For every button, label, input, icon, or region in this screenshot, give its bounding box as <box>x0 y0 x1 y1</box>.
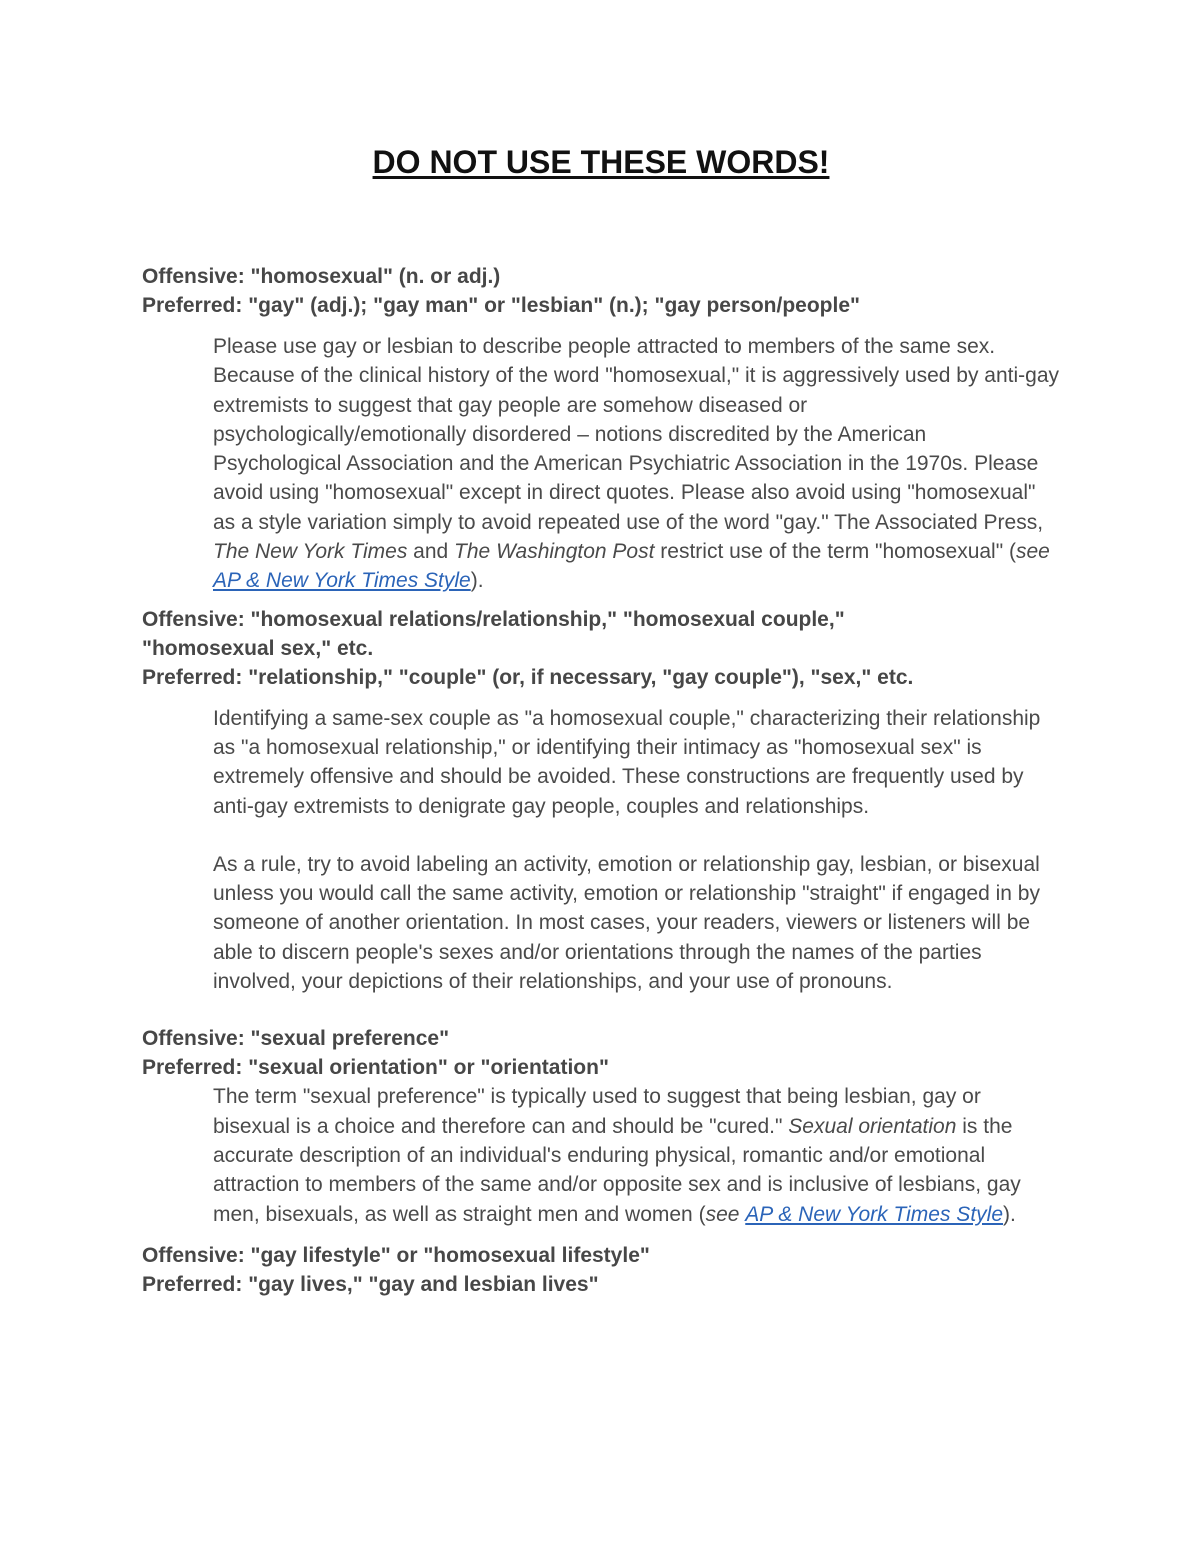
preferred-term: Preferred: "gay" (adj.); "gay man" or "lesbian" (n.); "gay person/people" <box>142 294 860 317</box>
offensive-term: Offensive: "gay lifestyle" or "homosexual lifestyle" <box>142 1243 650 1267</box>
preferred-term: Preferred: "relationship," "couple" (or, if necessary, "gay couple"), "sex," etc. <box>142 665 914 689</box>
entry-explanation <box>142 332 1060 596</box>
entry-homosexual <box>142 262 1060 596</box>
explanation-paragraph: The term "sexual preference" is typically used to suggest that being lesbian, gay or bisexual is a choice and therefore can and should be "cured." Sexual orientation is the accurate description of an individual's enduring physical, romantic and/or emotional attraction to members of the same and/or opposite sex and is inclusive of lesbians, gay men, bisexuals, as well as straight men and women (see AP & New York Times Style). <box>213 1085 1021 1226</box>
publication-name: The New York Times <box>213 540 408 564</box>
publication-name: The Washington Post <box>454 540 655 564</box>
offensive-term: Offensive: "homosexual" (n. or adj.) <box>142 265 501 288</box>
emphasized-term: Sexual orientation <box>788 1114 957 1138</box>
entries <box>142 262 1060 1299</box>
entry-sexual-preference <box>142 1024 1060 1228</box>
page-title: DO NOT USE THESE WORDS! <box>372 144 830 180</box>
style-guide-link[interactable]: AP & New York Times Style <box>745 1202 1003 1226</box>
entry-gay-lifestyle <box>142 1241 1060 1299</box>
explanation-paragraph: Identifying a same-sex couple as "a homosexual couple," characterizing their relationship as "a homosexual relationship," or identifying their intimacy as "homosexual sex" is extremely offensive and should be avoided. These constructions are frequently used by anti-gay extremists to denigrate gay people, couples and relationships. <box>213 706 1041 818</box>
preferred-term: Preferred: "gay lives," "gay and lesbian lives" <box>142 1272 599 1296</box>
preferred-term: Preferred: "sexual orientation" or "orientation" <box>142 1056 609 1080</box>
explanation-paragraph: Please use gay or lesbian to describe people attracted to members of the same sex. Because of the clinical history of the word "homosexual," it is aggressively used by anti-gay extremists to suggest that gay people are somehow diseased or psychologically/emotionally disordered – notions discredited by the American Psychological Association and the American Psychiatric Association in the 1970s. Please avoid using "homosexual" except in direct quotes. Please also avoid using "homosexual" as a style variation simply to avoid repeated use of the word "gay." The Associated Press, The New York Times and The Washington Post restrict use of the term "homosexual" (see AP & New York Times Style). <box>213 335 1059 593</box>
style-guide-link[interactable]: AP & New York Times Style <box>213 569 471 593</box>
offensive-term: Offensive: "sexual preference" <box>142 1027 450 1051</box>
explanation-paragraph: As a rule, try to avoid labeling an activity, emotion or relationship gay, lesbian, or bisexual unless you would call the same activity, emotion or relationship "straight" if engaged in by someone of another orientation. In most cases, your readers, viewers or listeners will be able to discern people's sexes and/or orientations through the names of the parties involved, your depictions of their relationships, and your use of pronouns. <box>213 852 1040 994</box>
entry-homosexual-relations <box>142 605 1060 997</box>
entry-explanation <box>142 704 1060 997</box>
entry-explanation <box>142 1082 1060 1228</box>
offensive-term: Offensive: "homosexual relations/relationship," "homosexual couple," "homosexual sex," etc. <box>142 607 845 660</box>
